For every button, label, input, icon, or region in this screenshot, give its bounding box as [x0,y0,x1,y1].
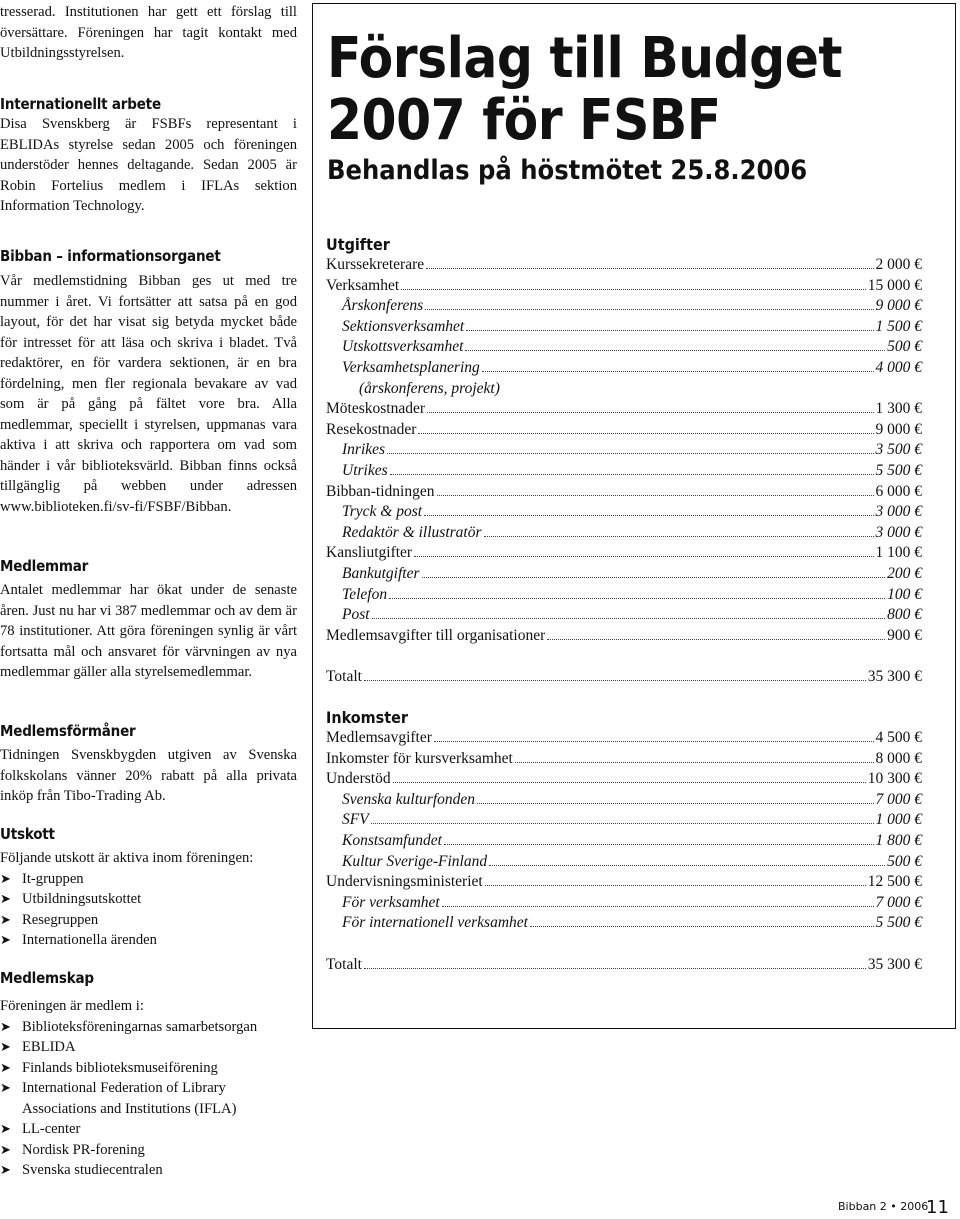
income-total-label: Totalt [326,955,362,973]
budget-row-label: Inkomster för kursverksamhet [326,749,513,767]
committees-list [0,869,297,951]
budget-row [326,893,922,914]
leader-dots [427,411,873,413]
budget-row-amount: 1 300 € [875,400,922,418]
budget-row-label: Utskottsverksamhet [342,338,464,356]
budget-row [326,585,922,606]
budget-row-label: SFV [342,811,369,829]
leader-dots [364,679,866,681]
benefits-heading: Medlemsförmåner [0,722,136,740]
leader-dots [422,576,886,578]
budget-row [326,358,922,379]
budget-row [326,605,922,626]
budget-row-label: Möteskostnader [326,400,426,418]
budget-row [326,502,922,523]
budget-row-amount: 2 000 € [875,256,922,273]
committees-section [0,824,297,951]
list-item-text: Utbildningsutskottet [22,891,142,907]
budget-row-amount: 3 000 € [875,523,922,541]
budget-row-amount: 4 000 € [875,358,922,376]
budget-row-amount: 900 € [887,626,922,644]
benefits-section [0,721,297,807]
budget-row [326,564,922,585]
budget-row-amount: 4 500 € [875,729,922,746]
list-item-text: Resegruppen [22,911,99,928]
arrow-bullet-icon: ➤ [0,1080,11,1095]
committees-intro: Följande utskott är aktiva inom föreningen: [0,850,254,866]
budget-row-label: Verksamhetsplanering [342,358,480,376]
expenses-rows-2 [326,399,922,646]
budget-row-amount: 12 500 € [867,873,922,891]
budget-row-label: Konstsamfundet [342,831,442,849]
list-item-text: Svenska studiecentralen [22,1162,163,1178]
budget-row-amount: 1 500 € [875,317,922,335]
budget-row-label: Kultur Sverige-Finland [342,852,488,870]
leader-dots [390,473,874,475]
budget-row [326,420,922,441]
budget-row [326,872,922,893]
leader-dots [389,597,885,599]
budget-row-amount: 100 € [887,585,922,603]
arrow-bullet-icon: ➤ [0,1162,11,1177]
budget-row-label: Medlemsavgifter [326,729,432,746]
intro-text: tresserad. Institutionen har gett ett förslag till översättare. Föreningen har tagit kontakt med Utbildningsstyrelsen. [0,4,297,61]
expenses-total-row [326,667,922,688]
leader-dots [465,349,885,351]
leader-dots [414,555,873,557]
arrow-bullet-icon: ➤ [0,1018,11,1034]
budget-row [326,831,922,852]
leader-dots [434,740,874,742]
leader-dots [485,884,866,886]
expenses-section [326,235,922,687]
leader-dots [477,802,873,804]
arrow-bullet-icon: ➤ [0,911,11,927]
membership-list [0,1017,297,1181]
leader-dots [482,370,874,372]
budget-row [326,543,922,564]
list-item [0,1058,297,1079]
title-line-2: 2007 för FSBF [327,88,721,153]
budget-row-label: Redaktör & illustratör [342,523,482,541]
arrow-bullet-icon: ➤ [0,1121,11,1136]
leader-dots [437,494,874,496]
budget-row-amount: 8 000 € [875,749,922,767]
international-section [0,94,297,217]
leader-dots [547,638,885,640]
budget-row [326,626,922,647]
list-item-text: Nordisk PR-forening [22,1141,145,1158]
budget-row [326,523,922,544]
budget-row-amount: 1 100 € [875,544,922,562]
leader-dots [484,535,874,537]
list-item-text: Biblioteksföreningarnas samarbetsorgan [22,1018,258,1035]
leader-dots [444,843,874,845]
arrow-bullet-icon: ➤ [0,1141,11,1157]
budget-row-amount: 7 000 € [875,790,922,808]
budget-row-amount: 800 € [887,606,922,624]
expenses-note: (årskonferens, projekt) [359,379,500,397]
budget-row-amount: 1 800 € [875,831,922,849]
list-item [0,1078,297,1119]
list-item [0,930,297,951]
budget-row-label: Sektionsverksamhet [342,317,465,335]
budget-row-amount: 10 300 € [867,770,922,788]
leader-dots [387,452,873,454]
leader-dots [393,781,866,783]
budget-row-amount: 6 000 € [875,482,922,500]
bibban-text: Vår medlemstidning Bibban ges ut med tre nummer i året. Vi fortsätter att satsa på en god layout, för det har visat sig betyda mycket både för intresset för att läsa och skriva i bladet. Två redaktörer, en för vardera sektionen, är en bra fördelning, men fler regionala bevakare av vad som är på gång på fältet vore bra. Alla medlemmar, speciellt i styrelsen, uppmanas vara aktiva i att skriva och rapportera om vad som händer i vår biblioteksvärld. Bibban finns också tillgänglig på webben under adressen www.biblioteken.fi/sv-fi/FSBF/Bibban. [0,273,297,515]
membership-heading: Medlemskap [0,969,94,987]
budget-row [326,749,922,770]
budget-row-label: Telefon [342,585,388,603]
list-item-text: It-gruppen [22,870,84,887]
budget-row-amount: 9 000 € [875,420,922,438]
list-item [0,889,297,910]
budget-row [326,255,922,276]
budget-row-amount: 200 € [887,564,922,582]
leader-dots [442,905,874,907]
budget-title [327,28,927,152]
arrow-bullet-icon: ➤ [0,891,11,906]
leader-dots [364,967,866,969]
list-item-text: EBLIDA [22,1039,76,1055]
expenses-total-label: Totalt [326,667,362,685]
budget-row-label: Utrikes [342,461,388,479]
budget-row-label: Svenska kulturfonden [342,790,476,808]
leader-dots [466,329,873,331]
arrow-bullet-icon: ➤ [0,1059,11,1075]
list-item [0,1037,297,1058]
income-heading: Inkomster [326,708,408,727]
leader-dots [425,308,873,310]
international-heading: Internationellt arbete [0,95,161,113]
bibban-heading: Bibban – informationsorganet [0,247,221,265]
budget-row [326,852,922,873]
budget-row-label: Undervisningsministeriet [326,873,483,891]
income-total-row [326,955,922,976]
budget-row-label: Årskonferens [342,297,424,315]
budget-row-label: Tryck & post [342,503,423,521]
budget-row [326,440,922,461]
budget-row-label: Verksamhet [326,276,400,294]
budget-row-amount: 9 000 € [875,297,922,315]
committees-heading: Utskott [0,825,55,843]
expenses-total-amount: 35 300 € [867,667,922,685]
benefits-text: Tidningen Svenskbygden utgiven av Svenska folkskolans vänner 20% rabatt på alla privata inköp från Tibo-Trading Ab. [0,747,297,804]
budget-row [326,728,922,749]
budget-row-amount: 500 € [887,338,922,356]
budget-row-label: Bibban-tidningen [326,482,435,500]
budget-row [326,461,922,482]
budget-row [326,482,922,503]
list-item [0,1140,297,1161]
income-total-amount: 35 300 € [867,955,922,973]
budget-row-amount: 1 000 € [875,811,922,829]
list-item-text: Finlands biblioteksmuseiförening [22,1059,218,1076]
expenses-rows-1 [326,255,922,379]
budget-row-label: Resekostnader [326,420,417,438]
spacer [326,934,922,955]
budget-row [326,296,922,317]
budget-row [326,769,922,790]
budget-row [326,399,922,420]
list-item-text: LL-center [22,1121,81,1137]
budget-row-amount: 3 000 € [875,503,922,521]
members-text: Antalet medlemmar har ökat under de senaste åren. Just nu har vi 387 medlemmar och av dem är 78 institutioner. Att göra föreningen synlig är vårt fortsatta mål och ansvaret för värvningen av nya medlemmar gäller alla styrelsemedlemmar. [0,582,297,680]
spacer [326,646,922,667]
arrow-bullet-icon: ➤ [0,870,11,886]
budget-row-label: Post [342,606,370,624]
arrow-bullet-icon: ➤ [0,1039,11,1054]
leader-dots [401,288,866,290]
members-section [0,556,297,683]
budget-row-amount: 15 000 € [867,276,922,294]
income-rows [326,728,922,934]
income-section [326,708,922,975]
membership-intro: Föreningen är medlem i: [0,998,144,1014]
leader-dots [426,267,873,269]
budget-row-label: Inrikes [342,441,386,459]
list-item [0,1017,297,1038]
members-heading: Medlemmar [0,557,89,575]
budget-box [312,3,956,1029]
intro-section [0,2,297,64]
budget-row-amount: 3 500 € [875,441,922,459]
list-item [0,1119,297,1140]
international-text: Disa Svenskberg är FSBFs representant i EBLIDAs styrelse sedan 2005 och föreningen understöder hennes deltagande. Sedan 2005 är Robin Fortelius medlem i IFLAs sektion Information Technology. [0,116,297,214]
leader-dots [530,925,874,927]
budget-row-label: För internationell verksamhet [342,914,528,932]
budget-row-label: Kansliutgifter [326,544,413,562]
budget-row-label: Medlemsavgifter till organisationer [326,626,546,644]
membership-section [0,968,297,1181]
budget-row-amount: 500 € [887,852,922,870]
title-line-1: Förslag till Budget [327,26,843,91]
list-item [0,869,297,890]
budget-row-amount: 5 500 € [875,914,922,932]
budget-row [326,810,922,831]
budget-row [326,337,922,358]
budget-row-amount: 7 000 € [875,893,922,911]
leader-dots [424,514,873,516]
list-item [0,910,297,931]
leader-dots [418,432,873,434]
page-number: 11 [926,1197,949,1218]
budget-row-label: Understöd [326,770,391,788]
list-item [0,1160,297,1181]
arrow-bullet-icon: ➤ [0,932,11,947]
leader-dots [371,822,874,824]
bibban-section [0,246,297,517]
budget-row-label: För verksamhet [342,893,440,911]
budget-row-amount: 5 500 € [875,461,922,479]
budget-row-label: Kurssekreterare [326,256,425,273]
list-item-text: International Federation of Library Associations and Institutions (IFLA) [22,1080,237,1117]
expenses-heading: Utgifter [326,235,390,254]
budget-row [326,790,922,811]
budget-row-label: Bankutgifter [342,564,420,582]
budget-row [326,276,922,297]
leader-dots [489,864,885,866]
budget-row [326,317,922,338]
leader-dots [372,617,886,619]
budget-subtitle: Behandlas på höstmötet 25.8.2006 [327,155,808,186]
leader-dots [515,761,874,763]
budget-row [326,913,922,934]
footer-magazine: Bibban 2 • 2006 [838,1200,929,1213]
list-item-text: Internationella ärenden [22,932,157,948]
